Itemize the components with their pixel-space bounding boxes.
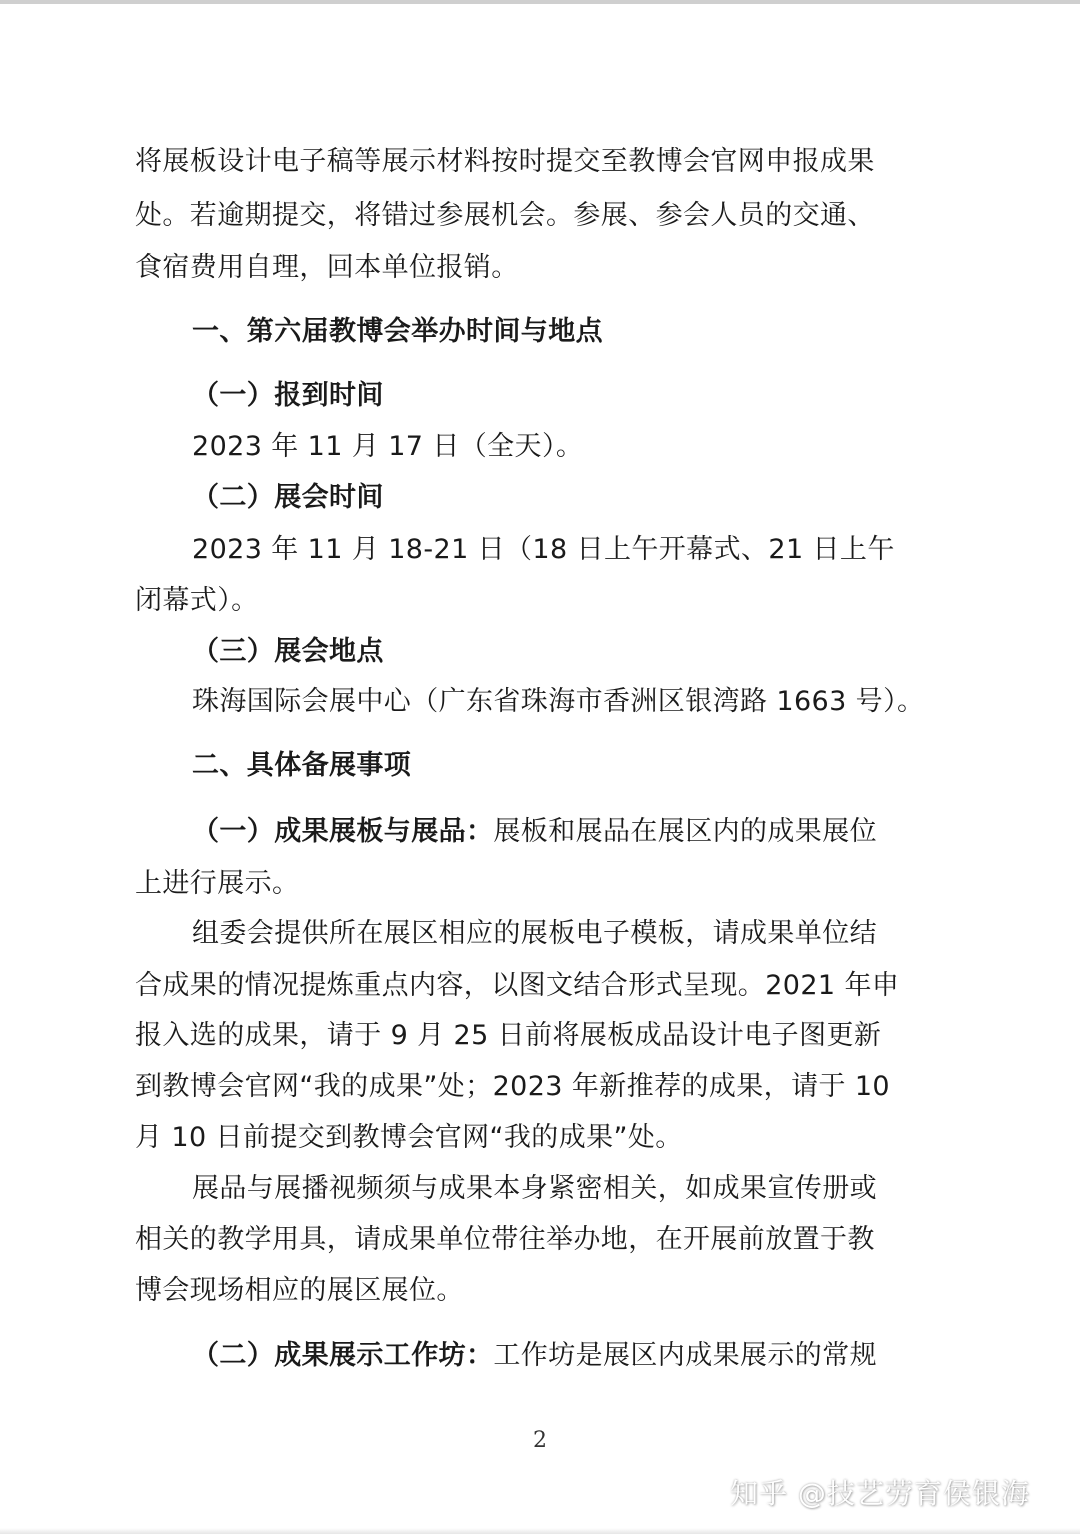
body-text: 展板和展品在展区内的成果展位 [493, 816, 878, 847]
section-heading-2: 二、具体备展事项 [192, 750, 412, 781]
paragraph-workshop [192, 1336, 877, 1376]
body-line: 展品与展播视频须与成果本身紧密相关，如成果宣传册或 [192, 1173, 877, 1204]
subheading-exhibit-boards: （一）成果展板与展品： [192, 816, 494, 847]
body-line: 报入选的成果，请于 9 月 25 日前将展板成品设计电子图更新 [135, 1020, 882, 1051]
body-line: 处。若逾期提交，将错过参展机会。参展、参会人员的交通、 [135, 200, 875, 231]
body-line: 2023 年 11 月 17 日（全天）。 [192, 431, 584, 462]
body-line: 食宿费用自理，回本单位报销。 [135, 252, 519, 283]
body-text: 工作坊是展区内成果展示的常规 [493, 1340, 878, 1371]
body-line: 博会现场相应的展区展位。 [135, 1275, 464, 1306]
body-line: 将展板设计电子稿等展示材料按时提交至教博会官网申报成果 [135, 146, 875, 177]
body-line: 珠海国际会展中心（广东省珠海市香洲区银湾路 1663 号）。 [192, 686, 925, 717]
body-line: 到教博会官网“我的成果”处；2023 年新推荐的成果，请于 10 [135, 1071, 891, 1102]
body-line: 闭幕式）。 [135, 585, 259, 616]
subheading-workshop: （二）成果展示工作坊： [192, 1340, 494, 1371]
body-line: 合成果的情况提炼重点内容，以图文结合形式呈现。2021 年申 [135, 970, 900, 1001]
section-heading-1: 一、第六届教博会举办时间与地点 [192, 316, 603, 347]
body-line: 2023 年 11 月 18-21 日（18 日上午开幕式、21 日上午 [192, 534, 895, 565]
paragraph-exhibit-boards [192, 812, 877, 852]
subheading-checkin-time: （一）报到时间 [192, 380, 384, 411]
page-bottom-shadow [0, 1528, 1080, 1534]
subheading-exhibition-venue: （三）展会地点 [192, 636, 384, 667]
watermark: 知乎 @技艺劳育侯银海 [730, 1477, 1030, 1510]
body-line: 月 10 日前提交到教博会官网“我的成果”处。 [135, 1122, 683, 1153]
body-line: 组委会提供所在展区相应的展板电子模板，请成果单位结 [192, 918, 877, 949]
body-line: 相关的教学用具，请成果单位带往举办地，在开展前放置于教 [135, 1224, 875, 1255]
subheading-exhibition-time: （二）展会时间 [192, 482, 384, 513]
body-line: 上进行展示。 [135, 868, 300, 899]
page-number: 2 [533, 1428, 547, 1453]
